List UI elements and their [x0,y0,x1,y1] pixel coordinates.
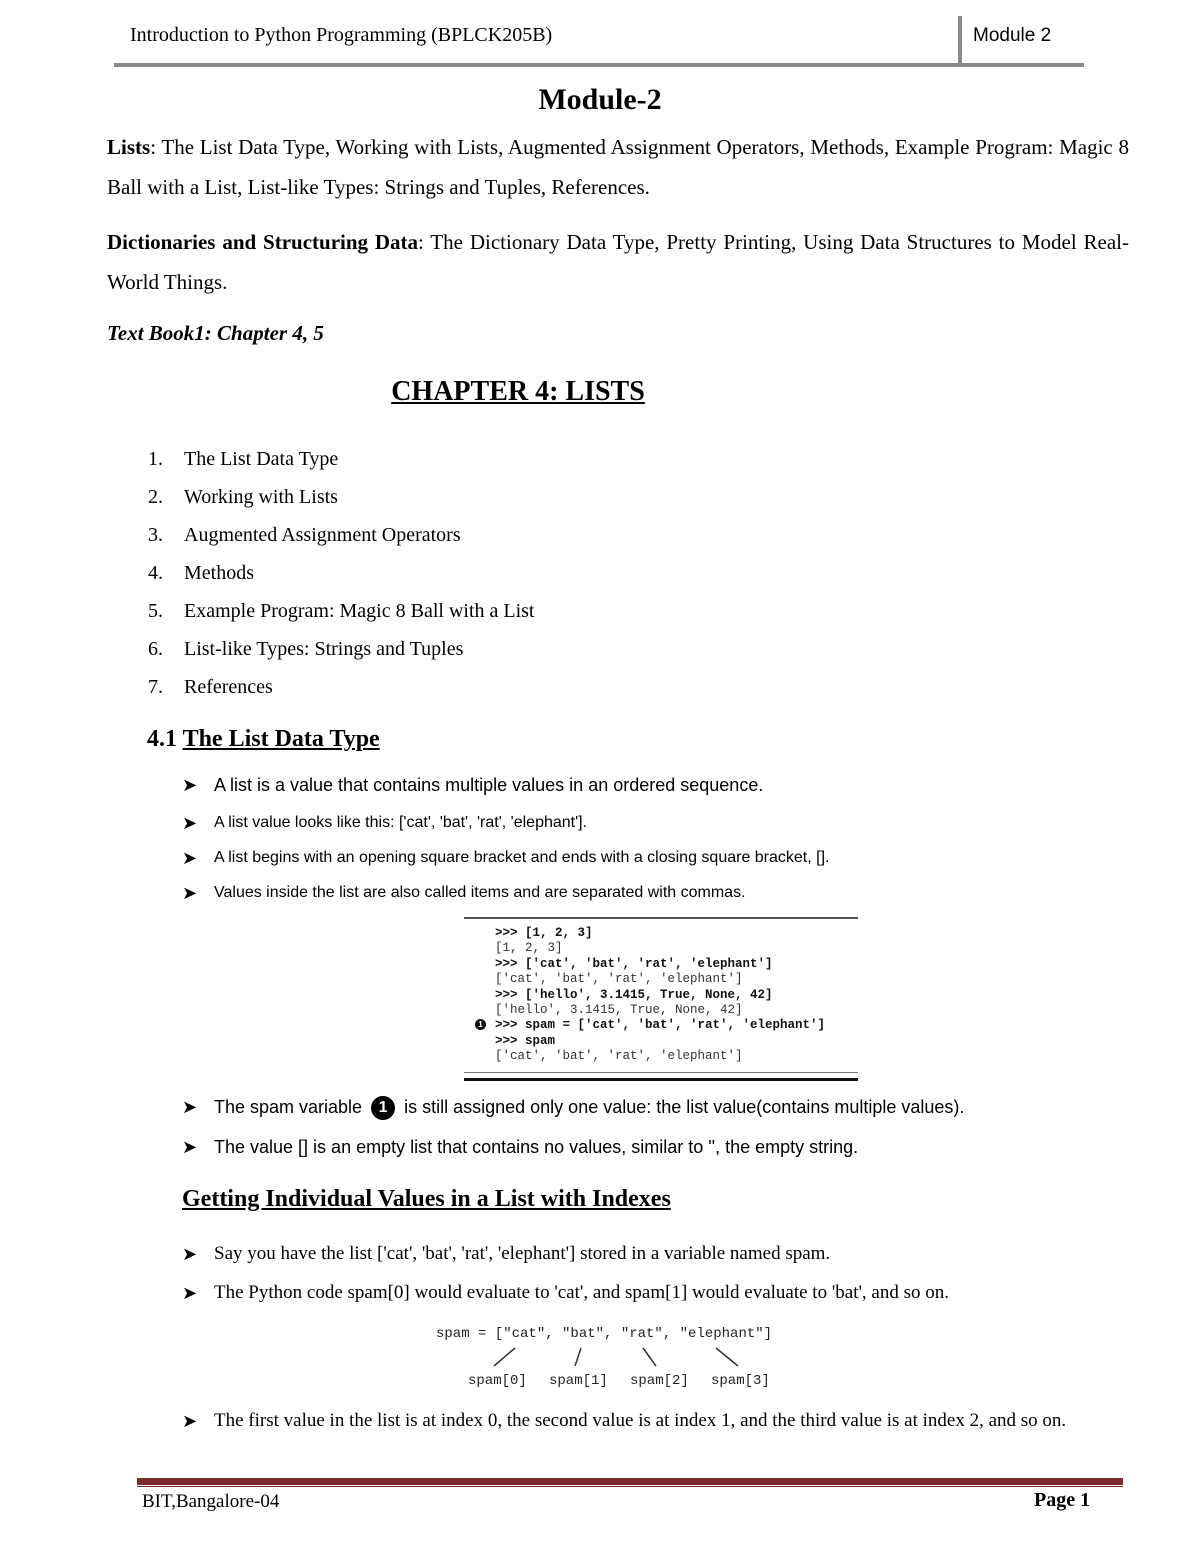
bullet-item [182,881,746,905]
bullet-text: A list is a value that contains multiple values in an ordered sequence. [214,775,764,795]
bullet-text: The Python code spam[0] would evaluate to 'cat', and spam[1] would evaluate to 'bat', and so on. [214,1282,949,1303]
list-item-label: Working with Lists [184,486,338,508]
bullet-text-post: is still assigned only one value: the list value(contains multiple values). [404,1097,965,1117]
list-item-number: 1. [148,448,163,470]
list-item-label: List-like Types: Strings and Tuples [184,638,464,660]
code-line: >>> ['hello', 3.1415, True, None, 42] [495,987,773,1002]
list-item-label: References [184,676,273,698]
code-line: [1, 2, 3] [495,941,563,956]
code-line: >>> spam = ['cat', 'bat', 'rat', 'elephant'] [495,1018,826,1033]
header-module: Module 2 [973,25,1052,46]
code-line: >>> ['cat', 'bat', 'rat', 'elephant'] [495,956,773,971]
list-item-label: Augmented Assignment Operators [184,524,461,546]
list-item-number: 5. [148,600,163,622]
dict-label: Dictionaries and Structuring Data [107,230,419,254]
dict-text: : The Dictionary Data Type, Pretty Printing, Using Data Structures to Model Real-World Things. [107,230,1129,294]
footer-rule-thin [137,1486,1123,1487]
arrow-bullet-icon: ➤ [182,848,198,868]
list-item-label: The List Data Type [184,448,339,470]
code-line: >>> [1, 2, 3] [495,926,593,940]
code-line: ['cat', 'bat', 'rat', 'elephant'] [495,972,743,987]
list-item-label: Example Program: Magic 8 Ball with a List [184,600,535,622]
code-figure [495,926,825,1065]
diagram-index-label: spam[2] [630,1373,689,1389]
bullet-text: The value [] is an empty list that contains no values, similar to '', the empty string. [214,1137,859,1157]
bullet-item [182,1135,858,1159]
arrow-bullet-icon: ➤ [182,1283,198,1303]
list-item [148,483,535,521]
bullet-item [182,1409,1082,1440]
code-line: >>> spam [495,1033,556,1048]
bullet-text: The first value in the list is at index 0, the second value is at index 1, and the third value is at index 2, and so on. [214,1410,1067,1431]
list-item [148,597,535,635]
index-diagram [430,1320,780,1392]
bullet-item [182,773,763,797]
list-item [148,559,535,597]
footer-rule [137,1478,1123,1485]
section-number: 4.1 [147,726,177,752]
bullet-item [182,1281,949,1305]
subsection-heading: Getting Individual Values in a List with Indexes [182,1186,671,1212]
code-figure-top-rule [464,917,858,919]
list-item-number: 6. [148,638,163,660]
bullet-text: A list begins with an opening square bracket and ends with a closing square bracket, []. [214,849,830,866]
list-item [148,445,535,483]
chapter-contents [148,445,535,711]
code-marker-icon: 1 [475,1019,486,1030]
textbook-reference: Text Book1: Chapter 4, 5 [107,321,324,345]
list-item-number: 3. [148,524,163,546]
bullet-text [214,1095,964,1120]
list-item [148,673,535,711]
page-number: Page 1 [1034,1489,1091,1511]
module-title: Module-2 [538,83,662,116]
section-title: The List Data Type [182,726,380,752]
dict-intro [107,222,1129,302]
diagram-index-label: spam[1] [549,1373,608,1389]
bullet-text-pre: The spam variable [214,1097,363,1117]
arrow-bullet-icon: ➤ [182,1137,198,1157]
diagram-arrow [716,1348,738,1366]
list-item-number: 4. [148,562,163,584]
diagram-arrow [643,1348,656,1366]
arrow-bullet-icon: ➤ [182,1097,198,1117]
bullet-item [182,811,587,835]
diagram-arrow [494,1348,515,1366]
header-divider [958,16,962,66]
code-line: ['cat', 'bat', 'rat', 'elephant'] [495,1049,743,1064]
list-item [148,635,535,673]
list-item-number: 7. [148,676,163,698]
bullet-item [182,1095,964,1120]
code-figure-bottom-rule [464,1072,858,1073]
lists-text: : The List Data Type, Working with Lists, Augmented Assignment Operators, Methods, Example Program: Magic 8 Ball with a List, List-like Types: Strings and Tuples, References. [107,135,1129,199]
arrow-bullet-icon: ➤ [182,1244,198,1264]
bullet-text: A list value looks like this: ['cat', 'bat', 'rat', 'elephant']. [214,814,588,831]
diagram-code: spam = ["cat", "bat", "rat", "elephant"] [436,1326,773,1342]
diagram-arrow [575,1348,581,1366]
list-item [148,521,535,559]
bullet-item [182,1242,830,1266]
callout-number-icon: 1 [371,1096,395,1120]
lists-label: Lists [107,135,151,159]
code-figure-bottom-rule-thick [464,1078,858,1081]
bullet-text: Say you have the list ['cat', 'bat', 'rat', 'elephant'] stored in a variable named spam. [214,1243,831,1264]
chapter-title: CHAPTER 4: LISTS [391,376,645,407]
diagram-index-label: spam[0] [468,1373,527,1389]
code-line: ['hello', 3.1415, True, None, 42] [495,1003,743,1018]
bullet-text: Values inside the list are also called items and are separated with commas. [214,884,746,901]
list-item-number: 2. [148,486,163,508]
list-item-label: Methods [184,562,254,584]
arrow-bullet-icon: ➤ [182,813,198,833]
bullet-item [182,846,829,870]
arrow-bullet-icon: ➤ [182,775,198,795]
footer-institution: BIT,Bangalore-04 [142,1491,280,1512]
lists-intro [107,127,1129,207]
section-heading [147,726,380,753]
diagram-index-label: spam[3] [711,1373,770,1389]
arrow-bullet-icon: ➤ [182,883,198,903]
header-title: Introduction to Python Programming (BPLCK205B) [130,24,553,46]
header-rule [114,63,1084,67]
arrow-bullet-icon: ➤ [182,1411,198,1431]
